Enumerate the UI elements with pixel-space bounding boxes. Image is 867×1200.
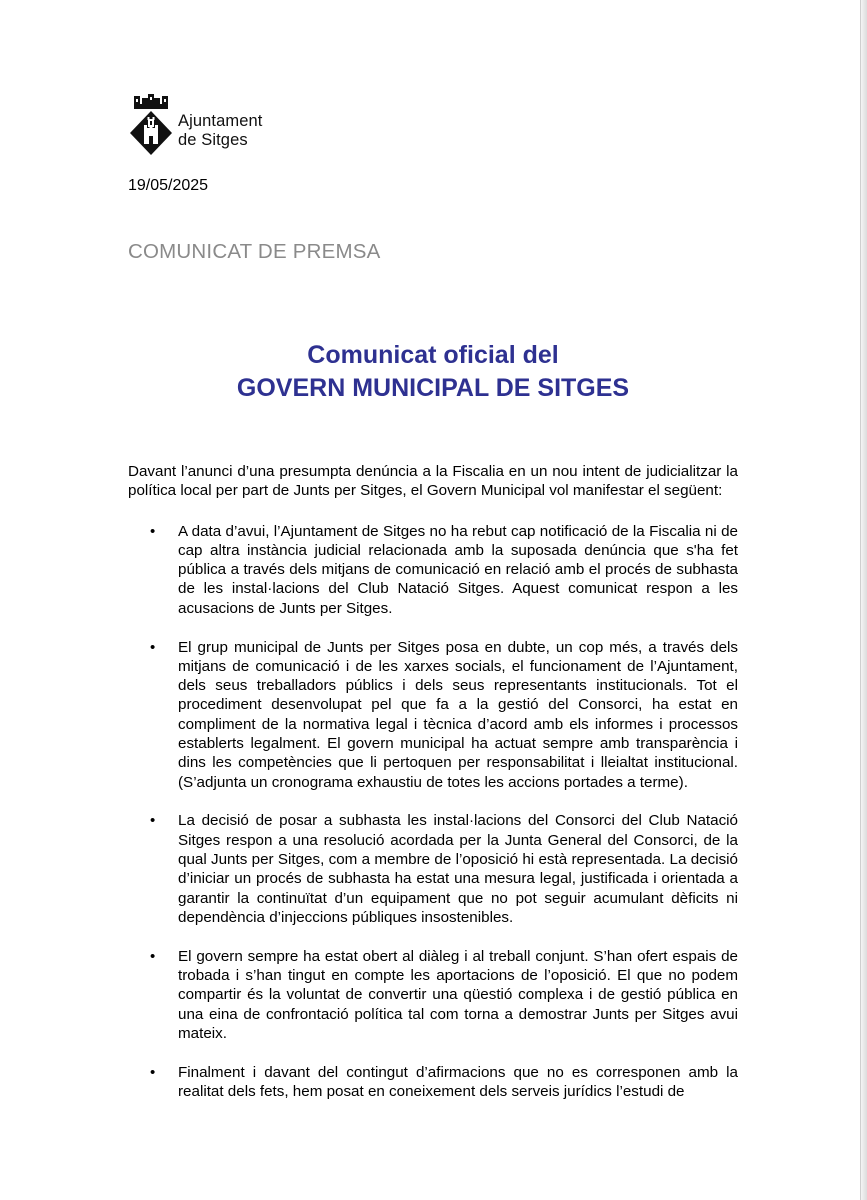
press-release-label: COMUNICAT DE PREMSA (128, 240, 381, 263)
list-item-text: A data d’avui, l’Ajuntament de Sitges no ha rebut cap notificació de la Fiscalia ni de cap altra instància judicial relacionada amb la suposada denúncia que s'ha fet pública a través dels mitjans de comunicació en relació amb el procés de subhasta de les instal·lacions del Club Natació Sitges. Aquest comunicat respon a les acusacions de Junts per Sitges. (178, 522, 738, 617)
bullet-icon: • (150, 812, 156, 830)
bullet-icon: • (150, 1063, 156, 1081)
sitges-coat-of-arms-icon (128, 92, 174, 158)
logo-line-2: de Sitges (178, 131, 248, 149)
list-item (128, 947, 738, 1043)
title-line-1: Comunicat oficial del (307, 341, 559, 369)
bullet-icon: • (150, 947, 156, 965)
list-item-text: El grup municipal de Junts per Sitges posa en dubte, un cop més, a través dels mitjans de comunicació i de les xarxes socials, el funcionament de l’Ajuntament, dels seus treballadors públics i dels seus representants institucionals. Tot el procediment desenvolupat pel que fa a la gestió del Consorci, ha estat en compliment de la normativa legal i tècnica d’acord amb els informes i processos establerts legalment. El govern municipal ha actuat sempre amb transparència i dins les competències que li pertoquen per responsabilitat i lleialtat institucional. (S’adjunta un cronograma exhaustiu de totes les accions portades a terme). (178, 638, 738, 791)
intro-paragraph: Davant l’anunci d’una presumpta denúncia a la Fiscalia en un nou intent de judicialitzar la política local per part de Junts per Sitges, el Govern Municipal vol manifestar el següent: (128, 463, 738, 500)
list-item-text: Finalment i davant del contingut d’afirmacions que no es corresponen amb la realitat dels fets, hem posat en coneixement dels serveis jurídics l’estudi de (178, 1063, 738, 1101)
title-line-2: GOVERN MUNICIPAL DE SITGES (236, 374, 630, 402)
document-body (128, 462, 738, 1121)
list-item-text: La decisió de posar a subhasta les instal·lacions del Consorci del Club Natació Sitges respon a una resolució acordada per la Junta General del Consorci, de la qual Junts per Sitges, com a membre de l’oposició hi està representada. La decisió d’iniciar un procés de subhasta ha estat una mesura legal, justificada i orientada a garantir la continuïtat d’un equipament que no pot seguir acumulant dèficits ni dependència d’injeccions públiques insostenibles. (178, 812, 738, 926)
bullet-icon: • (150, 638, 156, 656)
list-item (128, 1063, 738, 1102)
bullet-list (128, 522, 738, 1102)
ajuntament-logo (128, 92, 288, 162)
list-item (128, 522, 738, 618)
document-title (128, 339, 738, 405)
logo-text (178, 112, 262, 150)
list-item-text: El govern sempre ha estat obert al diàleg i al treball conjunt. S’han ofert espais de trobada i s’han tingut en compte les aportacions de l’oposició. El que no podem compartir és la voluntat de convertir una qüestió complexa i de gestió pública en una eina de confrontació política tal com torna a demostrar Junts per Sitges avui mateix. (178, 947, 738, 1042)
list-item (128, 638, 738, 792)
page-edge (860, 0, 867, 1200)
bullet-icon: • (150, 522, 156, 540)
document-date: 19/05/2025 (128, 177, 209, 194)
list-item (128, 811, 738, 927)
logo-line-1: Ajuntament (178, 112, 263, 130)
